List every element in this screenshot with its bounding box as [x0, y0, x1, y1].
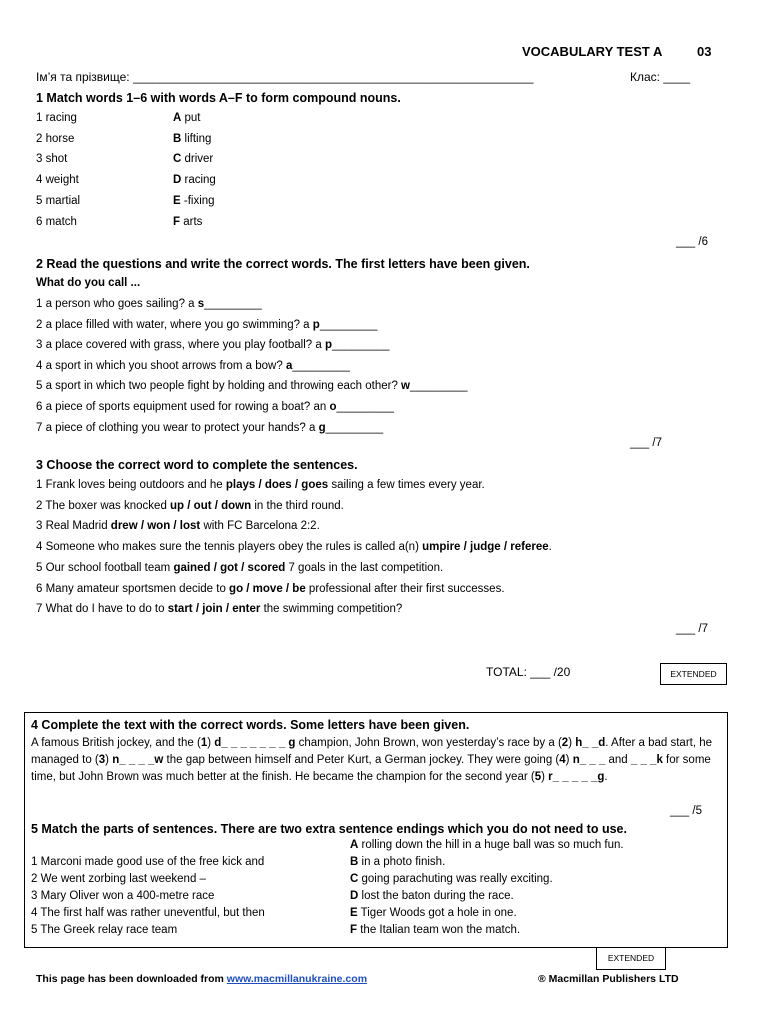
word-choices: start / join / enter — [167, 603, 261, 616]
extended-badge-top: EXTENDED — [660, 663, 727, 685]
option-letter: B — [350, 856, 359, 868]
sentence-end: professional after their first successes. — [305, 582, 505, 595]
section3-item — [36, 479, 485, 491]
sentence-end: 7 goals in the last competition. — [285, 561, 444, 574]
section5-beginning: 4 The first half was rather uneventful, but then — [31, 907, 265, 919]
section2-score: ___ /7 — [630, 437, 662, 449]
gap-word: h_ _d — [575, 737, 606, 749]
first-letter: p — [312, 318, 320, 331]
sentence-start: 4 Someone who makes sure the tennis players obey the rules is called a(n) — [36, 541, 423, 554]
section5-heading: 5 Match the parts of sentences. There are two extra sentence endings which you do not need to use. — [31, 822, 627, 836]
first-letter: g — [318, 421, 326, 434]
sentence-start: 2 The boxer was knocked — [36, 499, 171, 512]
sentence-start: 7 What do I have to do to — [36, 603, 168, 616]
text-segment: ) — [207, 737, 215, 749]
section1-score: ___ /6 — [676, 236, 708, 248]
sentence-end: . — [548, 541, 552, 554]
question-text: 2 a place filled with water, where you go swimming? a — [36, 318, 313, 331]
option-letter: D — [350, 890, 359, 902]
question-text: 7 a piece of clothing you wear to protect your hands? a — [36, 421, 319, 434]
section3-item — [36, 603, 402, 615]
section4-score: ___ /5 — [670, 805, 702, 817]
first-letter: a — [285, 359, 293, 372]
sentence-start: 1 Frank loves being outdoors and he — [36, 479, 226, 491]
option-text: rolling down the hill in a huge ball was so much fun. — [358, 839, 624, 851]
word-choices: gained / got / scored — [173, 561, 286, 574]
gap-word: 5 — [534, 771, 542, 783]
question-text: 1 a person who goes sailing? a — [36, 298, 198, 310]
section2-item — [36, 339, 390, 351]
section3-item — [36, 520, 320, 532]
section1-left-item: 4 weight — [36, 174, 79, 187]
section1-left-item: 2 horse — [36, 132, 75, 145]
class-field: Клас: ____ — [630, 70, 691, 84]
word-choices: go / move / be — [229, 582, 306, 595]
first-letter: w — [401, 380, 410, 393]
answer-blank: _________ — [319, 318, 378, 331]
option-text: racing — [181, 174, 216, 187]
option-letter: F — [173, 215, 181, 228]
sentence-end: sailing a few times every year. — [328, 479, 485, 491]
gap-word: _ _ _k — [630, 754, 663, 766]
sentence-end: in the third round. — [251, 499, 344, 512]
question-text: 6 a piece of sports equipment used for rowing a boat? an — [36, 401, 330, 413]
sentence-start: 3 Real Madrid — [36, 520, 111, 533]
option-letter: A — [173, 112, 182, 124]
text-segment: champion, John Brown, won yesterday’s race by a ( — [295, 737, 562, 749]
text-segment: . — [604, 771, 608, 783]
gap-word: d_ _ _ _ _ _ _ g — [214, 737, 296, 749]
section2-heading: 2 Read the questions and write the correct words. The first letters have been given. — [36, 257, 530, 271]
sentence-end: with FC Barcelona 2:2. — [200, 520, 320, 533]
question-text: 3 a place covered with grass, where you play football? a — [36, 339, 325, 352]
footer-source — [36, 973, 367, 985]
option-text: -fixing — [180, 194, 215, 207]
section1-right-item — [173, 112, 201, 124]
footer-prefix: This page has been downloaded from — [36, 973, 227, 985]
section2-item — [36, 319, 377, 331]
option-text: the Italian team won the match. — [357, 924, 521, 936]
option-text: lost the baton during the race. — [358, 890, 514, 902]
section5-ending — [350, 873, 553, 885]
word-choices: up / out / down — [170, 499, 252, 512]
option-letter: A — [350, 839, 359, 851]
option-letter: E — [173, 194, 181, 207]
option-text: going parachuting was really exciting. — [358, 873, 553, 885]
extended-badge-bottom: EXTENDED — [596, 948, 666, 970]
gap-word: 3 — [98, 754, 106, 766]
option-text: Tiger Woods got a hole in one. — [357, 907, 517, 919]
option-letter: C — [350, 873, 359, 885]
section5-ending — [350, 856, 445, 868]
text-segment: ) — [565, 754, 573, 766]
section1-right-item — [173, 216, 202, 228]
section3-item — [36, 562, 443, 574]
gap-word: 2 — [561, 737, 569, 749]
text-segment: ) — [105, 754, 113, 766]
total-score: TOTAL: ___ /20 — [486, 665, 571, 679]
section5-ending — [350, 924, 520, 936]
gap-word: r_ _ _ _ _g — [548, 771, 605, 783]
word-choices: plays / does / goes — [225, 479, 329, 491]
option-letter: C — [173, 153, 182, 166]
text-segment: ) — [541, 771, 549, 783]
gap-word: 1 — [200, 737, 208, 749]
section3-item — [36, 500, 344, 512]
option-letter: F — [350, 924, 358, 936]
sentence-start: 6 Many amateur sportsmen decide to — [36, 582, 230, 595]
section2-item — [36, 360, 350, 372]
text-segment: ) — [568, 737, 576, 749]
answer-blank: _________ — [410, 380, 468, 393]
section2-item — [36, 298, 262, 310]
test-title: VOCABULARY TEST A — [522, 44, 663, 59]
section4-heading: 4 Complete the text with the correct words. Some letters have been given. — [31, 718, 470, 732]
section5-ending — [350, 839, 624, 851]
section1-right-item — [173, 174, 216, 186]
section1-left-item: 5 martial — [36, 194, 81, 207]
option-text: put — [181, 112, 201, 124]
option-letter: D — [173, 174, 182, 187]
first-letter: o — [329, 401, 337, 413]
gap-word: n_ _ _ _w — [112, 754, 164, 766]
text-segment: A famous British jockey, and the ( — [31, 737, 201, 749]
answer-blank: _________ — [204, 298, 262, 310]
answer-blank: _________ — [292, 359, 350, 372]
first-letter: s — [197, 298, 205, 310]
answer-blank: _________ — [336, 401, 395, 413]
answer-blank: _________ — [331, 339, 390, 352]
section2-subheading: What do you call ... — [36, 277, 141, 289]
section5-beginning: 1 Marconi made good use of the free kick and — [31, 856, 265, 868]
section5-beginning: 2 We went zorbing last weekend – — [31, 873, 206, 885]
option-letter: E — [350, 907, 358, 919]
word-choices: drew / won / lost — [110, 520, 201, 533]
text-segment: for some time, but John Brown was much better at the finish. He became the champion for the second year ( — [31, 754, 711, 783]
answer-blank: _________ — [325, 421, 384, 434]
section1-right-item — [173, 153, 213, 165]
section4-text — [31, 735, 721, 786]
word-choices: umpire / judge / referee — [422, 541, 549, 554]
text-segment: and — [605, 754, 631, 766]
test-number: 03 — [697, 44, 712, 59]
section1-left-item: 6 match — [36, 215, 77, 228]
question-text: 5 a sport in which two people fight by holding and throwing each other? — [36, 380, 402, 393]
section3-item — [36, 583, 505, 595]
name-field: Ім’я та прізвище: ____________________________________________________________ — [36, 70, 534, 84]
section5-beginning: 3 Mary Oliver won a 400-metre race — [31, 890, 215, 902]
section3-score: ___ /7 — [676, 623, 708, 635]
section5-ending — [350, 907, 517, 919]
first-letter: p — [324, 339, 332, 352]
gap-word: n_ _ _ — [572, 754, 606, 766]
sentence-start: 5 Our school football team — [36, 561, 174, 574]
section2-item — [36, 422, 383, 434]
text-segment: . After a bad start, he managed to ( — [31, 737, 713, 766]
section3-item — [36, 541, 552, 553]
section1-right-item — [173, 133, 211, 145]
footer-copyright: ® Macmillan Publishers LTD — [538, 973, 679, 985]
section5-ending — [350, 890, 514, 902]
question-text: 4 a sport in which you shoot arrows from a bow? — [36, 359, 286, 372]
section5-beginning: 5 The Greek relay race team — [31, 924, 178, 936]
section1-right-item — [173, 195, 215, 207]
option-letter: B — [173, 132, 182, 145]
sentence-end: the swimming competition? — [260, 603, 403, 616]
section1-heading: 1 Match words 1–6 with words A–F to form compound nouns. — [36, 91, 401, 105]
section1-left-item: 3 shot — [36, 153, 68, 166]
section2-item — [36, 380, 468, 392]
text-segment: the gap between himself and Peter Kurt, a German jockey. They were going ( — [163, 754, 560, 766]
footer-link[interactable]: www.macmillanukraine.com — [226, 973, 368, 985]
option-text: lifting — [181, 132, 212, 145]
option-text: driver — [181, 153, 214, 166]
section1-left-item: 1 racing — [36, 112, 77, 124]
gap-word: 4 — [559, 754, 566, 766]
section3-heading: 3 Choose the correct word to complete the sentences. — [36, 458, 358, 472]
option-text: arts — [180, 215, 203, 228]
section2-item — [36, 401, 394, 413]
option-text: in a photo finish. — [358, 856, 446, 868]
